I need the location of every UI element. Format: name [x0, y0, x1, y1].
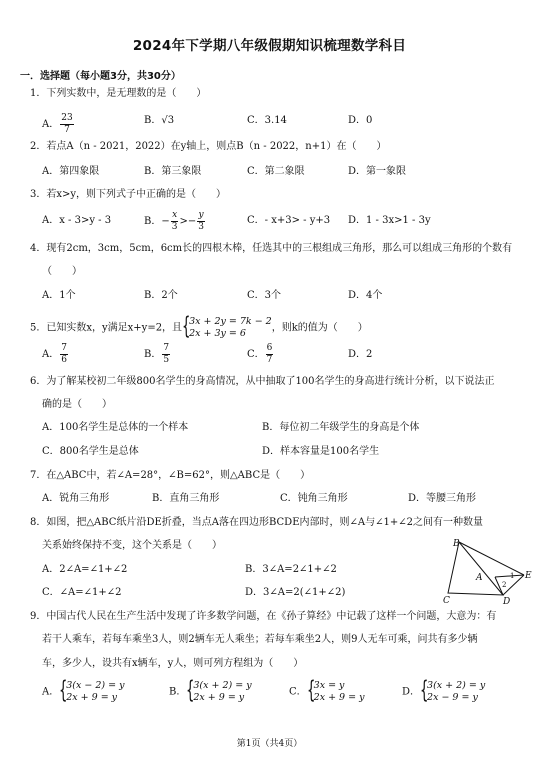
- question-4-stem: 4．现有2cm，3cm，5cm，6cm长的四根木棒，任选其中的三根组成三角形，那么可以组成三角形的个数有: [30, 243, 513, 254]
- label-a: A: [476, 573, 483, 583]
- label-c: C: [443, 596, 450, 606]
- option-label: C．: [289, 686, 307, 698]
- label-angle-2: 2: [502, 581, 507, 589]
- option-value: √3: [161, 115, 175, 126]
- question-9-option-a: [42, 676, 125, 704]
- equation: 3(x − 2) = y: [66, 680, 125, 691]
- question-7-option-b: B．直角三角形: [152, 493, 220, 504]
- label-b: B: [453, 539, 460, 549]
- question-2-stem: 2．若点A（n - 2021，2022）在y轴上，则点B（n - 2022，n+1）在（ ）: [30, 141, 387, 152]
- stem-text: 5．已知实数x，y满足x+y=2，且: [30, 322, 183, 334]
- question-2-option-b: B．第三象限: [144, 166, 202, 177]
- question-3-option-d: D．1 - 3x>1 - 3y: [348, 215, 431, 226]
- question-1-option-d: D．0: [348, 115, 373, 126]
- question-4-option-d: D．4个: [348, 290, 383, 301]
- question-8-option-c: C．∠A=∠1+∠2: [42, 587, 122, 598]
- brace: {: [186, 676, 195, 704]
- label-angle-1: 1: [510, 572, 515, 580]
- fraction: [162, 343, 170, 366]
- question-7-option-a: A．锐角三角形: [42, 493, 110, 504]
- brace: {: [306, 676, 316, 704]
- equation: 3x + 2y = 7k − 2: [189, 316, 272, 327]
- label-e: E: [525, 571, 532, 581]
- option-label: B．−: [144, 216, 170, 227]
- question-8-option-b: B．3∠A=2∠1+∠2: [245, 564, 337, 575]
- question-6-stem: 6．为了解某校初二年级800名学生的身高情况，从中抽取了100名学生的身高进行统计分析，以下说法正: [30, 376, 495, 387]
- question-7-option-d: D．等腰三角形: [408, 493, 477, 504]
- brace: {: [59, 676, 68, 704]
- question-9-stem: 9．中国古代人民在生产生活中发现了许多数学问题，在《孙子算经》中记载了这样一个问题，大意为：有: [30, 611, 497, 622]
- equation: 2x − 9 = y: [427, 692, 478, 703]
- equation: 3(x + 2) = y: [427, 680, 486, 691]
- question-9-stem-continued-2: 车，多少人，设共有x辆车，y人，则可列方程组为（ ）: [42, 658, 304, 669]
- question-9-option-d: [402, 676, 486, 704]
- equation: 3x = y: [313, 680, 345, 691]
- denominator: 3: [198, 222, 204, 232]
- numerator: y: [198, 210, 204, 220]
- option-label: A．: [42, 686, 60, 698]
- triangle-fold-figure: [443, 537, 533, 607]
- page-title: 2024年下学期八年级假期知识梳理数学科目: [132, 38, 407, 54]
- option-label: C．: [247, 349, 265, 360]
- question-3-stem: 3．若x>y，则下列式子中正确的是（ ）: [30, 189, 227, 200]
- question-5-option-d: D．2: [348, 349, 373, 360]
- question-8-option-a: A．2∠A=∠1+∠2: [42, 564, 128, 575]
- question-1-option-c: C．3.14: [247, 115, 287, 126]
- option-label: B．: [144, 115, 162, 126]
- numerator: 7: [163, 343, 170, 353]
- equation-system: [306, 676, 365, 704]
- option-label: A．: [42, 119, 60, 130]
- question-5-option-c: [247, 343, 274, 366]
- equation-system: [182, 312, 272, 340]
- question-2-option-d: D．第一象限: [348, 166, 407, 177]
- numerator: x: [172, 210, 178, 220]
- question-5-stem: [30, 312, 368, 340]
- label-d: D: [503, 597, 511, 607]
- question-6-option-a: A．100名学生是总体的一个样本: [42, 422, 189, 433]
- equation: 2x + 9 = y: [66, 692, 118, 703]
- denominator: 7: [266, 355, 273, 365]
- option-label: A．: [42, 349, 60, 360]
- fraction: [60, 113, 73, 136]
- fold-edge-be: [459, 542, 524, 575]
- option-label: D．: [402, 686, 421, 698]
- question-6-option-d: D．样本容量是100名学生: [262, 446, 380, 457]
- question-8-option-d: D．3∠A=2(∠1+∠2): [245, 587, 346, 598]
- question-9-option-b: [169, 676, 252, 704]
- question-9-option-c: [289, 676, 365, 704]
- fraction: [60, 343, 68, 366]
- numerator: 23: [61, 113, 73, 123]
- equation-system: [186, 676, 252, 704]
- fraction: [171, 210, 179, 233]
- question-6-option-c: C．800名学生是总体: [42, 446, 139, 457]
- fraction: [266, 343, 274, 366]
- question-9-stem-continued-1: 若干人乘车，若每车乘坐3人，则2辆车无人乘坐；若每车乘坐2人，则9人无车可乘，问共有多少辆: [42, 634, 478, 645]
- equation-system: [420, 676, 486, 704]
- question-1-option-b: [144, 114, 174, 128]
- question-1-option-a: [42, 113, 75, 136]
- question-4-option-b: B．2个: [144, 290, 178, 301]
- option-label: B．: [144, 349, 162, 360]
- question-5-option-a: [42, 343, 69, 366]
- numerator: 7: [61, 343, 67, 353]
- equation: 2x + 9 = y: [313, 692, 365, 703]
- question-5-option-b: [144, 343, 171, 366]
- question-8-stem-continued: 关系始终保持不变，这个关系是（ ）: [42, 540, 222, 551]
- denominator: 7: [64, 125, 70, 135]
- question-3-option-b: [144, 210, 206, 233]
- question-4-stem-continued: （ ）: [42, 266, 82, 277]
- question-1-stem: 1．下列实数中，是无理数的是（ ）: [30, 88, 207, 99]
- stem-text: ，则k的值为（ ）: [271, 322, 368, 334]
- denominator: 5: [163, 355, 170, 365]
- question-7-option-c: C．钝角三角形: [280, 493, 348, 504]
- operator: >−: [179, 216, 197, 227]
- question-4-option-c: C．3个: [247, 290, 282, 301]
- equation-system: [59, 676, 125, 704]
- denominator: 6: [61, 355, 67, 365]
- fraction: [197, 210, 205, 233]
- question-6-stem-continued: 确的是（ ）: [42, 399, 112, 410]
- question-8-stem: 8．如图，把△ABC纸片沿DE折叠，当点A落在四边形BCDE内部时，则∠A与∠1+∠2之间有一种数量: [30, 517, 483, 528]
- question-3-option-a: A．x - 3>y - 3: [42, 215, 112, 226]
- brace: {: [182, 312, 191, 340]
- question-6-option-b: B．每位初二年级学生的身高是个体: [262, 422, 420, 433]
- question-2-option-c: C．第二象限: [247, 166, 305, 177]
- equation: 2x + 3y = 6: [189, 328, 246, 339]
- question-2-option-a: A．第四象限: [42, 166, 100, 177]
- question-3-option-c: C．- x+3> - y+3: [247, 215, 331, 226]
- question-4-option-a: A．1个: [42, 290, 76, 301]
- page-footer: 第1页（共4页）: [236, 739, 303, 749]
- equation: 2x + 9 = y: [193, 692, 245, 703]
- equation: 3(x + 2) = y: [193, 680, 252, 691]
- denominator: 3: [171, 222, 178, 232]
- option-label: B．: [169, 686, 187, 698]
- brace: {: [420, 676, 429, 704]
- numerator: 6: [266, 343, 273, 353]
- section-heading: 一．选择题（每小题3分，共30分）: [20, 71, 181, 82]
- question-7-stem: 7．在△ABC中，若∠A=28°，∠B=62°，则△ABC是（ ）: [30, 470, 311, 481]
